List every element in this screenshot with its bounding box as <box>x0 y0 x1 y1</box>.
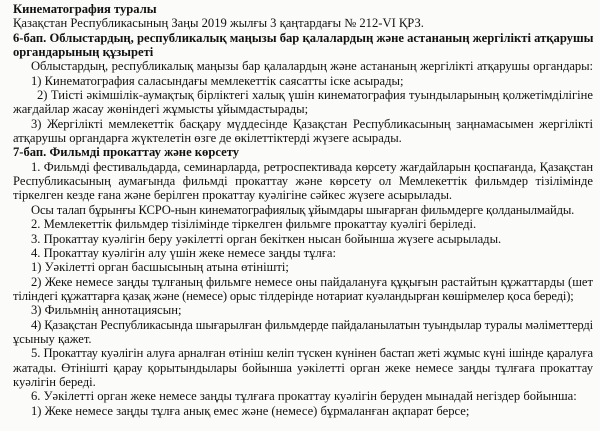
article-7-para-1-cont: Республикасының аумағында фильмді прокаттау және көрсету ол Мемлекеттік фильмдер тізілімінде <box>13 174 593 189</box>
article-7-para-4-item-2: 2) Жеке немесе заңды тұлғаның фильмге немесе оны пайдалануға құқығын растайтын құжаттарды (шет <box>31 274 593 289</box>
article-7-para-1-note: Осы талап бұрынғы КСРО-нын кинематографиялық ұйымдары шығарған фильмдерге қолданылмайды. <box>31 202 575 217</box>
article-7-para-5-end: куәлігін береді. <box>13 374 96 389</box>
article-6-item-2: 2) Тиісті әкімшілік-аумақтық бірліктегі халық үшін кинематография туындыларының қолжетімділігіне <box>37 88 593 103</box>
article-7-para-1-end: тіркелген кезде ғана және берілген прокаттау куәлігіне сәйкес жүзеге асырылады. <box>13 188 453 203</box>
article-7-para-2: 2. Мемлекеттік фильмдер тізілімінде тіркелген фильмге прокаттау куәлігі беріледі. <box>31 217 477 232</box>
article-7-para-4: 4. Прокаттау куәлігін алу үшін жеке немесе заңды тұлға: <box>31 245 337 260</box>
article-6-heading-cont: органдарының құзыреті <box>13 45 154 60</box>
article-7-heading: 7-бап. Фильмді прокаттау және көрсету <box>13 145 240 160</box>
article-7-para-4-item-1: 1) Уәкілетті орган басшысының атына өтінішті; <box>31 260 289 275</box>
article-6-item-1: 1) Кинематография саласындағы мемлекеттік саясатты іске асырады; <box>31 73 404 88</box>
article-7-para-1: 1. Фильмді фестивальдарда, семинарларда, ретроспективада көрсету жағдайларын қоспағанда, Қазақстан <box>31 159 593 174</box>
article-7-para-6: 6. Уәкілетті орган жеке немесе заңды тұлғаға прокаттау куәлігін беруден мынадай негіздер бойынша: <box>31 389 577 404</box>
document-title: Кинематография туралы <box>13 2 157 16</box>
article-7-para-4-item-4: 4) Қазақстан Республикасында шығарылған фильмдерде пайдаланылатын туындылар туралы мәліметтерді <box>31 317 593 332</box>
article-6-item-3-cont: атқарушы органдарға жүктелетін өзге де өкілеттіктерді жүзеге асырады. <box>13 131 402 146</box>
article-6-heading: 6-бап. Облыстардың, республикалық маңызы бар қалалардың және астананың жергілікті атқарушы <box>13 30 594 45</box>
article-7-para-4-item-3: 3) Фильмнің аннотациясын; <box>31 303 182 318</box>
article-7-para-4-item-2-cont: тіліндегі құжаттарға қазақ және (немесе) орыс тілдерінде нотариат куәландырған көшірмелер қоса береді); <box>13 288 574 303</box>
article-7-para-5: 5. Прокаттау куәлігін алуға арналған өтініш келіп түскен күнінен бастап жеті жұмыс күні ішінде қаралуға <box>31 346 593 361</box>
article-6-item-3: 3) Жергілікті мемлекеттік басқару мүддесінде Қазақстан Республикасының заңнамасымен жергілікті <box>31 116 593 131</box>
article-6-intro: Облыстардың, республикалық маңызы бар қалалардың және астананың жергілікті атқарушы органдары: <box>31 59 593 74</box>
article-7-para-6-item-1: 1) Жеке немесе заңды тұлға анық емес және (немесе) бұрмаланған ақпарат берсе; <box>31 403 470 418</box>
article-7-para-4-item-4-cont: ұсыныу қажет. <box>13 331 92 346</box>
article-6-item-2-cont: жағдайлар жасау жөніндегі жұмысты ұйымдастырады; <box>13 102 309 117</box>
law-reference: Қазақстан Республикасының Заңы 2019 жылғы 3 қаңтардағы № 212-VI ҚРЗ. <box>13 16 424 31</box>
article-7-para-3: 3. Прокаттау куәлігін беру уәкілетті орган бекіткен нысан бойынша жүзеге асырылады. <box>31 231 502 246</box>
article-7-para-5-cont: жатады. Өтінішті қарау қорытындылары бойынша уәкілетті орган жеке немесе заңды тұлғаға прокаттау <box>13 360 593 375</box>
